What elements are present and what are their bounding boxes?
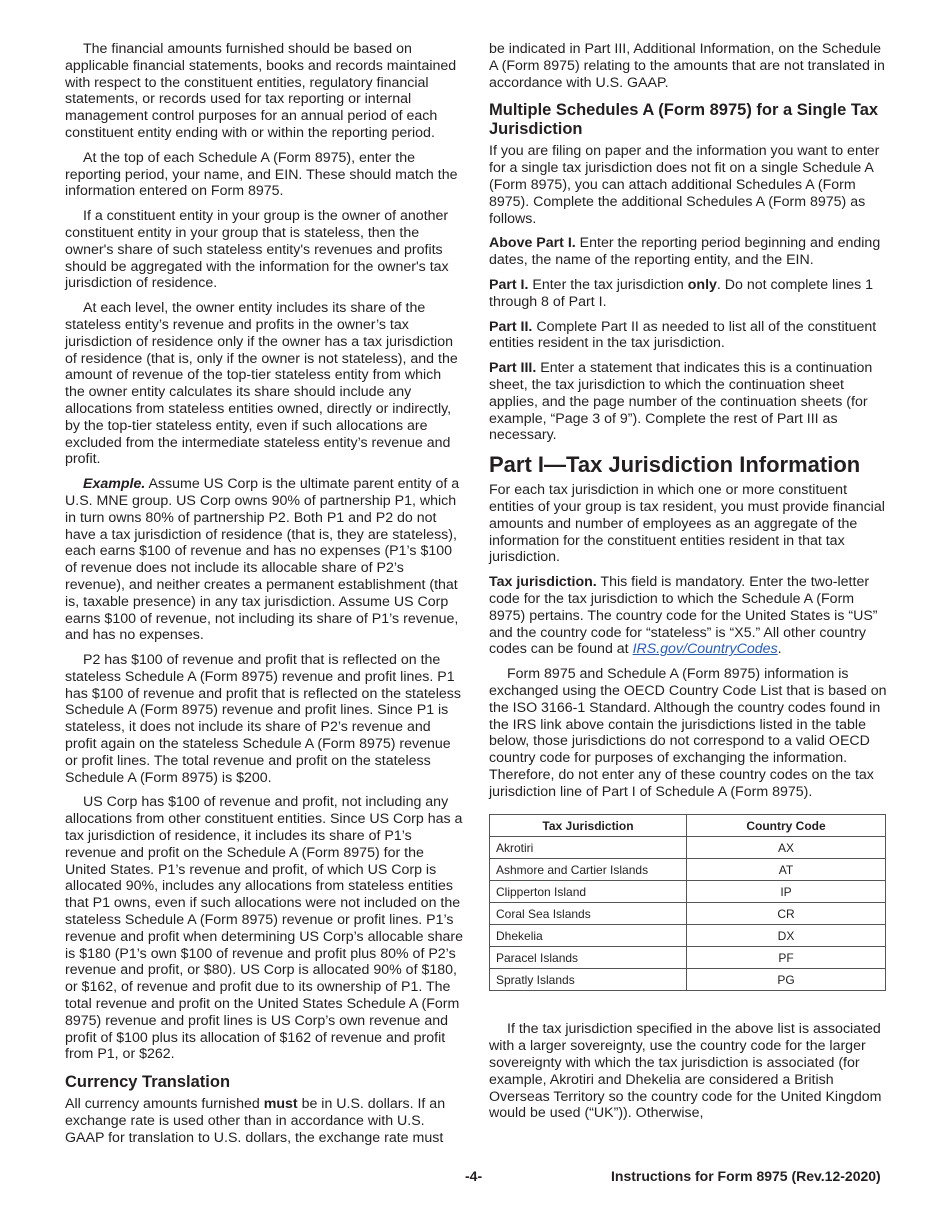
table-row	[490, 903, 886, 925]
paragraph-oecd: Form 8975 and Schedule A (Form 8975) information is exchanged using the OECD Country Code List that is based on the ISO 3166-1 Standard. Although the country codes found in the IRS link above contain the jurisdictions listed in the table below, those jurisdictions do not correspond to a valid OECD country code for purposes of exchanging the information. Therefore, do not enter any of these country codes on the tax jurisdiction line of Part I of Schedule A (Form 8975).	[489, 666, 887, 800]
jurisdiction-name: Clipperton Island	[490, 881, 687, 903]
paragraph-example	[65, 476, 463, 644]
table-header-row	[490, 815, 886, 837]
example-label: Example.	[83, 476, 146, 493]
above-part-1-label: Above Part I.	[489, 235, 576, 252]
table-row	[490, 837, 886, 859]
part-3-text: Enter a statement that indicates this is a continuation sheet, the tax jurisdiction to which the continuation sheet applies, and the page number of the continuation sheets (for example, “Page 3 of 9”). Complete the rest of Part III as necessary.	[489, 360, 873, 444]
example-text: Assume US Corp is the ultimate parent entity of a U.S. MNE group. US Corp owns 90% of partnership P1, which in turn owns 80% of partnership P2. Both P1 and P2 do not have a tax jurisdiction of residence (that is, they are stateless), each earns $100 of revenue and has no expenses (P1’s $100 of revenue does not include its allocable share of P2’s revenue), and neither creates a permanent establishment (that is, taxable presence) in any tax jurisdiction. Assume US Corp earns $100 of revenue, not including its share of P1’s revenue, and has no expenses.	[65, 476, 460, 644]
paragraph-larger-sovereignty: If the tax jurisdiction specified in the above list is associated with a larger sovereignty, use the country code for the larger sovereignty with which the tax jurisdiction is associated (for example, Akrotiri and Dhekelia are considered a British Overseas Territory so the country code for the United Kingdom would be used (“UK”)). Otherwise,	[489, 1021, 882, 1122]
part-3-label: Part III.	[489, 360, 537, 377]
header-tax-jurisdiction: Tax Jurisdiction	[490, 815, 687, 837]
country-code: CR	[687, 903, 886, 925]
paragraph-currency	[65, 1096, 463, 1146]
jurisdiction-name: Paracel Islands	[490, 947, 687, 969]
heading-currency-translation: Currency Translation	[65, 1073, 231, 1092]
above-part-1-text: Enter the reporting period beginning and ending dates, the name of the reporting entity, and the EIN.	[489, 235, 881, 269]
part-1-text-a: Enter the tax jurisdiction	[528, 276, 688, 293]
country-code: IP	[687, 881, 886, 903]
country-code: PG	[687, 969, 886, 991]
paragraph-stateless-owner: If a constituent entity in your group is the owner of another constituent entity in your group that is stateless, then the owner's share of such stateless entity's revenues and profits should be aggregated with the information for the owner's tax jurisdiction of residence.	[65, 208, 449, 292]
paragraph-multiple-schedules: If you are filing on paper and the information you want to enter for a single tax jurisdiction does not fit on a single Schedule A (Form 8975), you can attach additional Schedules A (Form 8975). Complete the additional Schedules A (Form 8975) as follows.	[489, 143, 880, 227]
table-row	[490, 881, 886, 903]
paragraph-part-2	[489, 319, 887, 353]
heading-part-1-tax-jurisdiction: Part I—Tax Jurisdiction Information	[489, 452, 861, 478]
paragraph-above-part-1	[489, 235, 887, 269]
paragraph-part-1	[489, 277, 887, 311]
currency-must: must	[263, 1096, 298, 1113]
paragraph-part-3	[489, 360, 887, 444]
tax-jurisdiction-text: This field is mandatory. Enter the two-letter code for the tax jurisdiction to which the Schedule A (Form 8975) pertains. The country code for the United States is “US” and the country code for “stateless” is “X5.” All other country codes can be found at	[489, 574, 878, 658]
page-number: -4-	[465, 1168, 483, 1184]
part-1-label: Part I.	[489, 276, 529, 293]
country-code: AT	[687, 859, 886, 881]
jurisdiction-table	[489, 814, 886, 991]
heading-multiple-schedules: Multiple Schedules A (Form 8975) for a Single Tax Jurisdiction	[489, 101, 879, 139]
tax-jurisdiction-end: .	[777, 641, 782, 658]
part-1-only: only	[687, 276, 717, 293]
country-code: AX	[687, 837, 886, 859]
country-codes-link[interactable]: IRS.gov/CountryCodes	[632, 641, 778, 658]
currency-text-a: All currency amounts furnished	[65, 1096, 264, 1113]
paragraph-p2-revenue: P2 has $100 of revenue and profit that is reflected on the stateless Schedule A (Form 8975) revenue and profit lines. P1 has $100 of revenue and profit that is reflected on the stateless Schedule A (Form 8975) revenue and profit lines. Since P1 is stateless, it does not include its share of P2’s revenue and profit again on the stateless Schedule A (Form 8975) revenue or profit lines. The total revenue and profit on the stateless Schedule A (Form 8975) is $200.	[65, 652, 461, 786]
part-1-text-b: . Do not complete lines 1 through 8 of Part I.	[489, 276, 874, 310]
right-column	[489, 41, 887, 1130]
country-code: DX	[687, 925, 886, 947]
jurisdiction-name: Ashmore and Cartier Islands	[490, 859, 687, 881]
paragraph-schedule-top: At the top of each Schedule A (Form 8975), enter the reporting period, your name, and EIN. These should match the information entered on Form 8975.	[65, 149, 458, 200]
paragraph-continued: be indicated in Part III, Additional Information, on the Schedule A (Form 8975) relating to the amounts that are not translated in accordance with U.S. GAAP.	[489, 41, 885, 91]
paragraph-each-level: At each level, the owner entity includes its share of the stateless entity’s revenue and profits in the owner’s tax jurisdiction of residence only if the owner has a tax jurisdiction of residence (that is, only if the owner is not stateless), and the amount of revenue of the top-tier stateless entity from which the owner entity calculates its share should include any allocations from stateless entities owned, directly or indirectly, by the top-tier stateless entity, even if such allocations are excluded from the intermediate stateless entity’s revenue and profit.	[65, 300, 458, 468]
country-code: PF	[687, 947, 886, 969]
table-row	[490, 859, 886, 881]
header-country-code: Country Code	[687, 815, 886, 837]
part-2-text: Complete Part II as needed to list all of the constituent entities resident in the tax jurisdiction.	[489, 318, 877, 352]
jurisdiction-name: Coral Sea Islands	[490, 903, 687, 925]
tax-jurisdiction-label: Tax jurisdiction.	[489, 574, 597, 591]
part-2-label: Part II.	[489, 318, 533, 335]
paragraph-tax-jurisdiction	[489, 574, 887, 658]
paragraph-financial-amounts: The financial amounts furnished should be based on applicable financial statements, books and records maintained with respect to the constituent entities, regulatory financial statements, or records used for tax reporting or internal management control purposes for an annual period of each constituent entity ending with or within the reporting period.	[65, 41, 457, 141]
jurisdiction-name: Akrotiri	[490, 837, 687, 859]
jurisdiction-name: Dhekelia	[490, 925, 687, 947]
jurisdiction-name: Spratly Islands	[490, 969, 687, 991]
table-row	[490, 947, 886, 969]
table-row	[490, 969, 886, 991]
paragraph-us-corp: US Corp has $100 of revenue and profit, not including any allocations from other constituent entities. Since US Corp has a tax jurisdiction of residence, it includes its share of P1’s revenue and profit on the Schedule A (Form 8975) for the United States. P1’s revenue and profit, of which US Corp is allocated 90%, includes any allocations from stateless entities that P1 owns, even if such allocations were not included on the stateless Schedule A (Form 8975) revenue or profit lines. P1’s revenue and profit when determining US Corp’s allocable share is $180 (P1’s own $100 of revenue and profit plus 80% of P2’s revenue and profit, or $80). US Corp is allocated 90% of $180, or $162, of revenue and profit due to its ownership of P1. The total revenue and profit on the United States Schedule A (Form 8975) revenue and profit lines is US Corp’s own revenue and profit of $100 plus its allocation of $162 of revenue and profit from P1, or $262.	[65, 794, 464, 1063]
table-row	[490, 925, 886, 947]
paragraph-each-jurisdiction: For each tax jurisdiction in which one or more constituent entities of your group is tax resident, you must provide financial amounts and number of employees as an aggregate of the information for the constituent entities resident in that tax jurisdiction.	[489, 482, 885, 566]
currency-text-b: be in U.S. dollars. If an exchange rate is used other than in accordance with U.S. GAAP for translation to U.S. dollars, the exchange rate must	[65, 1096, 446, 1146]
left-column	[65, 41, 463, 1155]
document-title: Instructions for Form 8975 (Rev.12-2020)	[611, 1168, 881, 1184]
